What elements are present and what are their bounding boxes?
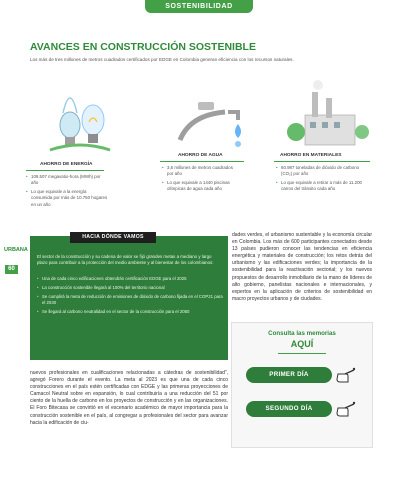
article-subtitle: Los más de tres millones de metros cuadrados certificados por EDGE en Colombia generan eficiencia con los recursos naturales. — [30, 57, 294, 62]
list-item: • Se llegará al carbono neutralidad en el sector de la construcción para el 2050 — [37, 309, 225, 315]
materials-card-rule — [274, 161, 370, 162]
memorias-title: Consulta las memorias — [268, 330, 336, 337]
hand-pointer-icon — [334, 365, 358, 385]
water-card-rule — [160, 161, 244, 162]
list-item: • Lo que equivale a retirar a más de 11.200 carros del tránsito cada año — [276, 180, 370, 193]
section-banner: SOSTENIBILIDAD — [145, 0, 253, 13]
hand-pointer-icon — [334, 399, 358, 419]
goals-heading: HACIA DÓNDE VAMOS — [70, 232, 156, 243]
list-item: • 109.507 megavatio-hora (MWh) por año — [26, 174, 108, 187]
first-day-button[interactable]: PRIMER DÍA — [246, 367, 332, 383]
left-column-text: nuevos profesionales en cualificaciones relacionadas a cátedras de sostenibilidad”, agregó Forero durante el evento. La meta al 2023 es que una de cada cinco construcciones en el país estén certificadas con EDGE y las primeras proyecciones de Camacol Neutral sobre en expansión, lo cual contribuiría a una reducción del 51 por ciento de la huella de carbono en los proyectos de construcción y en las organizaciones. El Foro Bitecasa se convirtió en el escenario académico de mayor importancia para la construcción sostenible en el país, al congregar a profesionales del sector para avanzar hacia la edificación de ciu- — [30, 370, 228, 426]
goals-box — [30, 236, 228, 360]
list-item: • 60.987 toneladas de dióxido de carbono (CO₂) por año — [276, 165, 370, 178]
section-side-label: URBANA — [4, 247, 28, 253]
memorias-rule — [278, 353, 326, 354]
water-card-heading: AHORRO DE AGUA — [178, 153, 223, 158]
lightbulb-icon — [50, 98, 110, 150]
page-number: 60 — [5, 265, 18, 274]
list-item: • La construcción sostenible llegará al 100% del territorio nacional — [37, 285, 225, 291]
second-day-button[interactable]: SEGUNDO DÍA — [246, 401, 332, 417]
energy-card-heading: AHORRO DE ENERGÍA — [40, 162, 93, 167]
faucet-icon — [180, 102, 241, 147]
list-item: • 3,6 millones de metros cuadrados por año — [162, 165, 240, 178]
materials-card-heading: AHORRO EN MATERIALES — [280, 153, 342, 158]
memorias-box — [231, 322, 373, 448]
article-title: AVANCES EN CONSTRUCCIÓN SOSTENIBLE — [30, 41, 256, 53]
factory-icon — [287, 80, 369, 145]
list-item: • Lo que equivale a la energía consumida por más de 10.750 hogares en un año — [26, 189, 108, 208]
water-card-list — [162, 165, 240, 195]
goals-list — [37, 276, 225, 318]
list-item: • Lo que equivale a 1440 piscinas olímpicas de agua cada año — [162, 180, 240, 193]
list-item: • Se cumplirá la meta de reducción de emisiones de dióxido de carbono fijada en el COP21 para el 2030 — [37, 294, 225, 306]
memorias-highlight: AQUÍ — [290, 339, 314, 349]
energy-card-rule — [26, 170, 104, 171]
materials-card-list — [276, 165, 370, 195]
right-column-text: dades verdes, el urbanismo sustentable y la economía circular en Colombia. Los más de 600 participantes conectados desde 13 países pudieron conocer las tendencias en eficiencia energética y materiales de construcción; los retos detrás del urbanismo y las edificaciones verdes; la importancia de la sostenibilidad para la reactivación sectorial; y los nuevos propuestos de desarrollo inmobiliario de la mano de líderes de alto gobierno, panelistas nacionales e internacionales, y expertos en la aplicación de criterios de sostenibilidad en macro proyectos urbanos y de ciudades. — [232, 232, 372, 302]
goals-intro: El sector de la construcción y su cadena de valor se fijó grandes metas a mediano y largo plazo para contribuir a la protección del medio ambiente y al bienestar de los colombianos: — [37, 254, 214, 265]
savings-illustration — [30, 70, 372, 155]
list-item: • Una de cada cinco edificaciones obtendrán certificación EDGE para el 2025 — [37, 276, 225, 282]
energy-card-list — [26, 174, 108, 210]
